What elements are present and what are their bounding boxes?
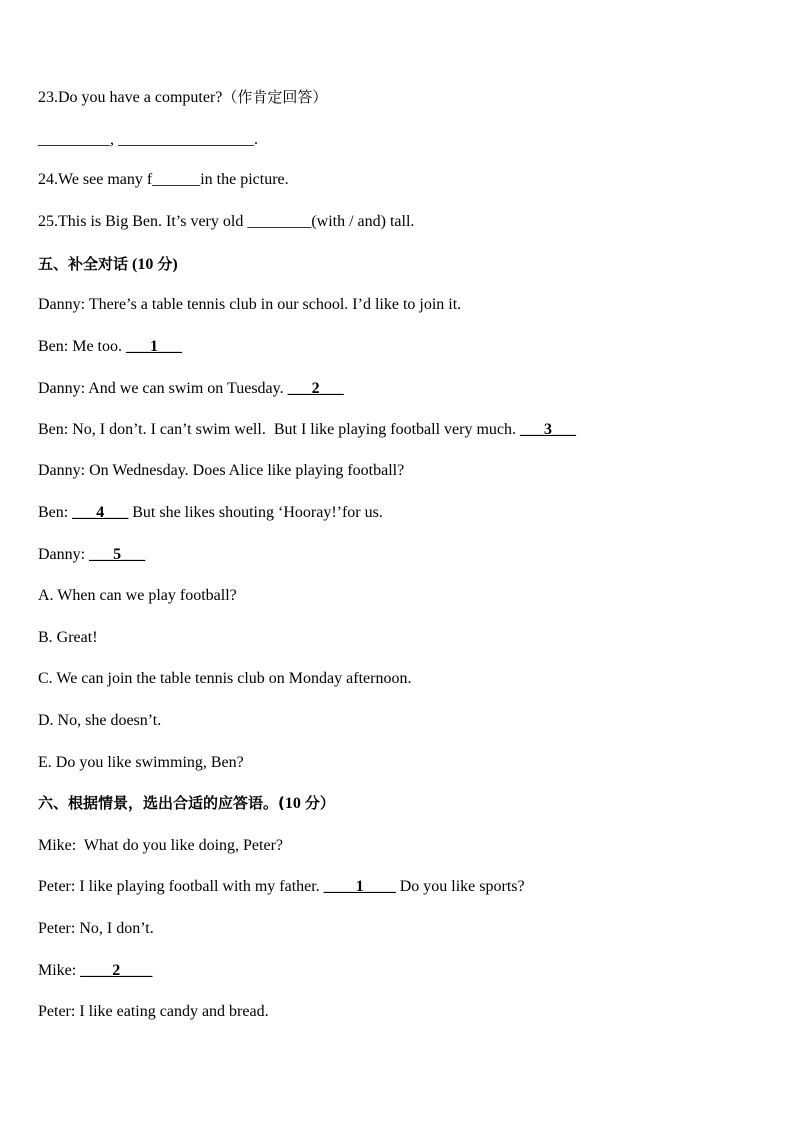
section-5-heading xyxy=(38,254,178,274)
option-d xyxy=(38,711,161,731)
question-24 xyxy=(38,170,289,190)
question-text: Do you have a computer? xyxy=(58,89,223,106)
option-b xyxy=(38,628,98,648)
section-score-unit: 分 xyxy=(157,255,173,273)
option-text: E. Do you like swimming, Ben? xyxy=(38,754,244,771)
dialogue-text: Danny: On Wednesday. Does Alice like playing football? xyxy=(38,462,405,479)
fill-blank: ________ xyxy=(247,213,312,230)
dialogue-line xyxy=(38,1002,269,1022)
question-number: 23. xyxy=(38,89,58,106)
dialogue-line xyxy=(38,379,344,399)
answer-line xyxy=(38,130,258,150)
dialogue-line xyxy=(38,295,461,315)
question-23 xyxy=(38,87,327,107)
section-title: 六、根据情景，选出合适的应答语。( xyxy=(38,794,285,812)
dialogue-text: Danny: xyxy=(38,546,90,563)
question-text-before: We see many f xyxy=(58,171,153,188)
option-text: D. No, she doesn’t. xyxy=(38,712,162,729)
question-number: 25. xyxy=(38,213,58,230)
section-score: (10 xyxy=(128,256,158,273)
dialogue-text: Peter: I like playing football with my father. xyxy=(38,878,324,895)
fill-blank: ______ xyxy=(152,171,201,188)
dialogue-text: But she likes shouting ‘Hooray!’for us. xyxy=(128,504,383,521)
dialogue-line xyxy=(38,545,145,565)
dialogue-text: Mike: What do you like doing, Peter? xyxy=(38,837,283,854)
dialogue-line xyxy=(38,503,383,523)
section-score-close: ) xyxy=(172,256,178,273)
answer-blank-5: ___5___ xyxy=(89,546,146,563)
dialogue-line xyxy=(38,919,154,939)
dialogue-text: Do you like sports? xyxy=(395,878,525,895)
question-25 xyxy=(38,212,414,232)
option-a xyxy=(38,586,237,606)
dialogue-line xyxy=(38,877,525,897)
dialogue-text: Ben: Me too. xyxy=(38,338,126,355)
question-number: 24. xyxy=(38,171,58,188)
section-title: 五、补全对话 xyxy=(38,255,129,273)
dialogue-text: Danny: And we can swim on Tuesday. xyxy=(38,380,288,397)
section-score-unit: 分） xyxy=(304,794,335,812)
question-text-after: (with / and) tall. xyxy=(311,213,415,230)
dialogue-text: Mike: xyxy=(38,962,81,979)
option-c xyxy=(38,669,411,689)
question-instruction: （作肯定回答） xyxy=(222,88,328,106)
option-text: A. When can we play football? xyxy=(38,587,237,604)
dialogue-line xyxy=(38,961,152,981)
dialogue-text: Danny: There’s a table tennis club in our school. I’d like to join it. xyxy=(38,296,462,313)
answer-blank-3: ___3___ xyxy=(520,421,576,438)
answer-blank-2: ____2____ xyxy=(80,962,153,979)
dialogue-line xyxy=(38,461,404,481)
dialogue-text: Ben: No, I don’t. I can’t swim well. But I like playing football very much. xyxy=(38,421,520,438)
answer-blank-1: ____1____ xyxy=(323,878,396,895)
section-score: 10 xyxy=(284,795,305,812)
question-text-after: in the picture. xyxy=(200,171,289,188)
answer-blank-1: ___1___ xyxy=(126,338,182,355)
answer-blank-2: ___2___ xyxy=(287,380,344,397)
option-text: B. Great! xyxy=(38,629,98,646)
answer-blank-4: ___4___ xyxy=(72,504,129,521)
dialogue-text: Peter: I like eating candy and bread. xyxy=(38,1003,269,1020)
dialogue-line xyxy=(38,420,576,440)
answer-blank: _________, _________________. xyxy=(38,131,258,148)
dialogue-text: Ben: xyxy=(38,504,73,521)
option-text: C. We can join the table tennis club on Monday afternoon. xyxy=(38,670,412,687)
option-e xyxy=(38,753,244,773)
dialogue-text: Peter: No, I don’t. xyxy=(38,920,154,937)
dialogue-line xyxy=(38,836,283,856)
dialogue-line xyxy=(38,337,182,357)
question-text-before: This is Big Ben. It’s very old xyxy=(58,213,248,230)
section-6-heading xyxy=(38,793,335,813)
